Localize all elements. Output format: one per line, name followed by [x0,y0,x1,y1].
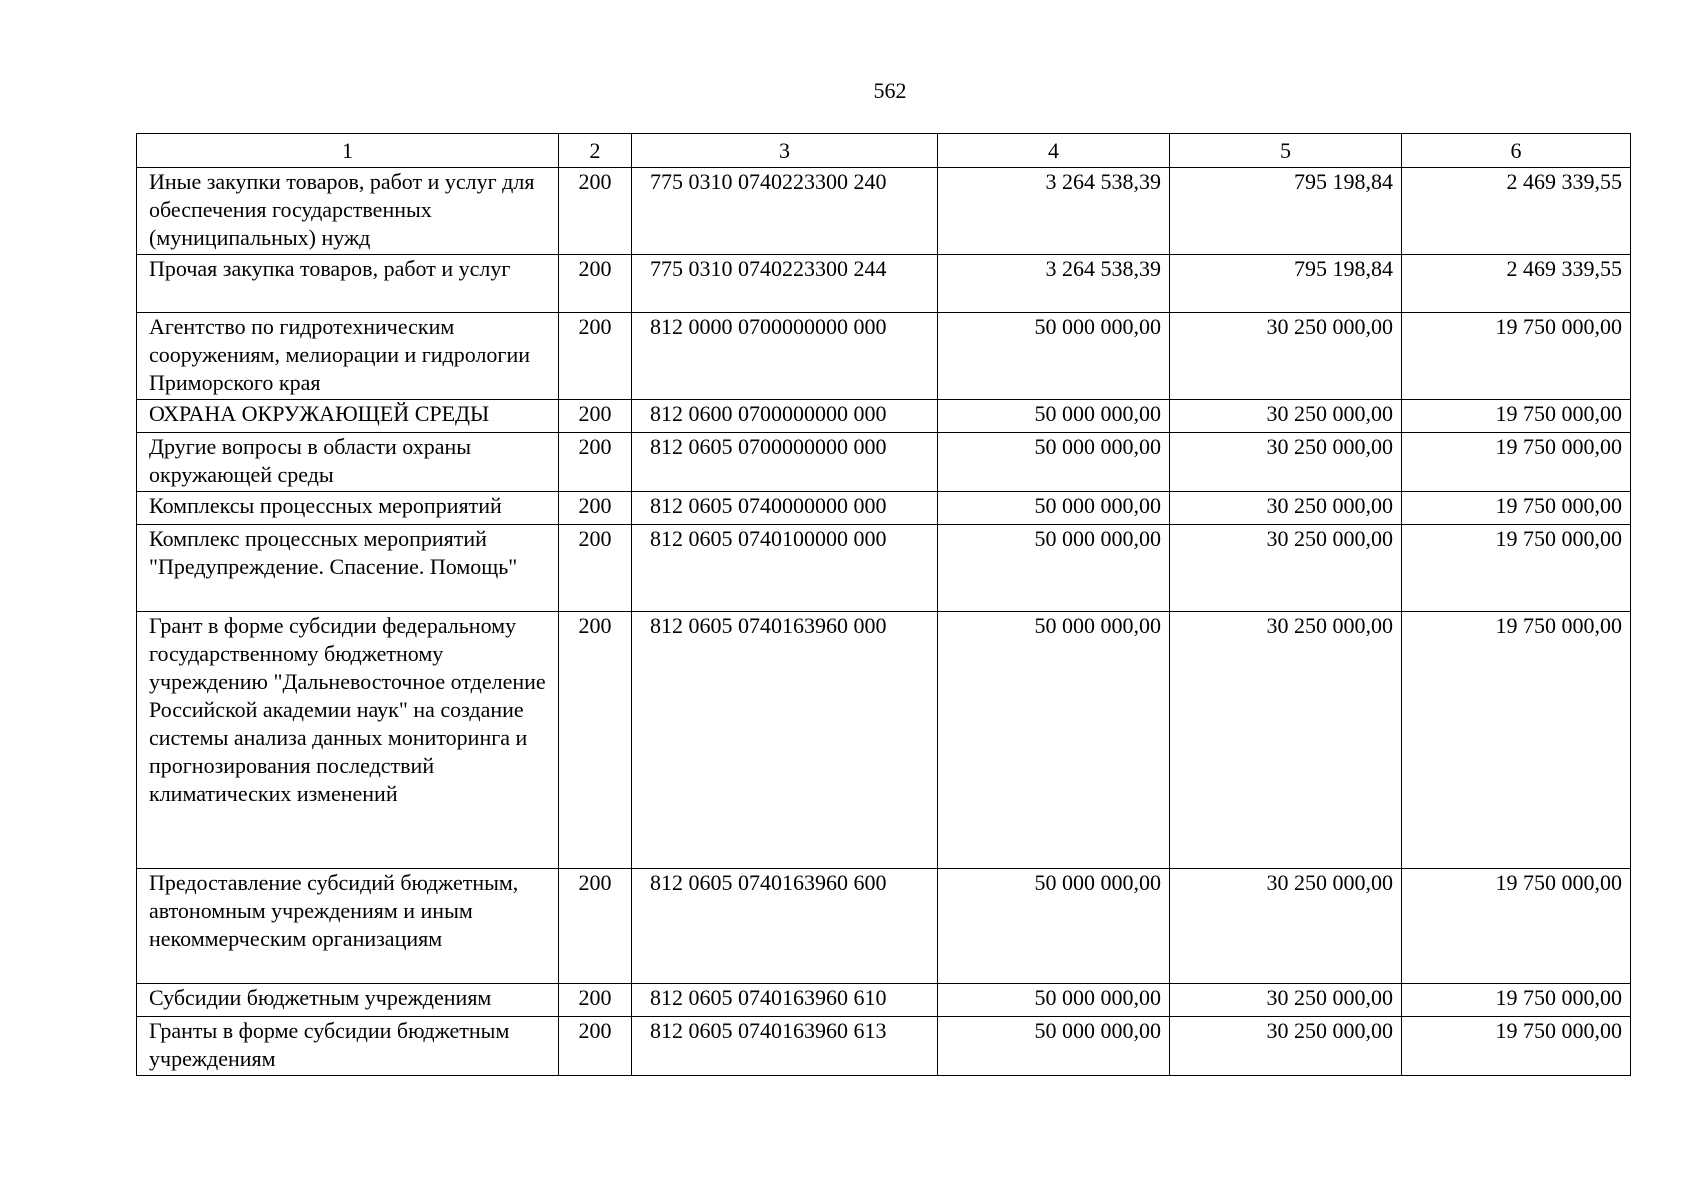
row-col2: 200 [559,984,632,1017]
row-code: 812 0605 0740163960 610 [632,984,938,1017]
row-name: Гранты в форме субсидии бюджетным учреждениям [137,1017,559,1076]
row-value-6: 19 750 000,00 [1402,869,1631,984]
row-code: 812 0605 0740163960 000 [632,612,938,869]
row-value-5: 795 198,84 [1170,168,1402,255]
budget-table-container [136,133,1631,1076]
column-header-1: 1 [137,134,559,168]
row-name: Грант в форме субсидии федеральному государственному бюджетному учреждению "Дальневосточное отделение Российской академии наук" на создание системы анализа данных мониторинга и прогнозирования последствий климатических изменений [137,612,559,869]
row-name: Субсидии бюджетным учреждениям [137,984,559,1017]
row-value-6: 19 750 000,00 [1402,400,1631,433]
row-value-4: 50 000 000,00 [938,869,1170,984]
row-value-5: 30 250 000,00 [1170,492,1402,525]
row-value-4: 3 264 538,39 [938,255,1170,313]
row-value-5: 30 250 000,00 [1170,1017,1402,1076]
row-value-5: 30 250 000,00 [1170,313,1402,400]
table-row [137,492,1631,525]
row-col2: 200 [559,1017,632,1076]
row-value-6: 19 750 000,00 [1402,1017,1631,1076]
row-value-6: 19 750 000,00 [1402,492,1631,525]
row-code: 812 0600 0700000000 000 [632,400,938,433]
table-row [137,612,1631,869]
row-name: Иные закупки товаров, работ и услуг для обеспечения государственных (муниципальных) нужд [137,168,559,255]
table-row [137,1017,1631,1076]
row-col2: 200 [559,492,632,525]
row-value-4: 50 000 000,00 [938,612,1170,869]
column-header-4: 4 [938,134,1170,168]
row-value-5: 30 250 000,00 [1170,433,1402,492]
row-col2: 200 [559,525,632,612]
table-row [137,400,1631,433]
row-value-5: 30 250 000,00 [1170,984,1402,1017]
row-value-6: 19 750 000,00 [1402,433,1631,492]
table-row [137,869,1631,984]
row-name: Предоставление субсидий бюджетным, автономным учреждениям и иным некоммерческим организациям [137,869,559,984]
row-code: 812 0605 0740163960 613 [632,1017,938,1076]
row-value-4: 50 000 000,00 [938,313,1170,400]
column-header-5: 5 [1170,134,1402,168]
row-code: 775 0310 0740223300 244 [632,255,938,313]
row-value-6: 19 750 000,00 [1402,525,1631,612]
row-col2: 200 [559,168,632,255]
row-col2: 200 [559,433,632,492]
row-code: 812 0605 0740000000 000 [632,492,938,525]
row-name: ОХРАНА ОКРУЖАЮЩЕЙ СРЕДЫ [137,400,559,433]
row-value-5: 30 250 000,00 [1170,400,1402,433]
row-value-4: 50 000 000,00 [938,984,1170,1017]
row-code: 775 0310 0740223300 240 [632,168,938,255]
row-value-5: 30 250 000,00 [1170,869,1402,984]
row-value-4: 50 000 000,00 [938,492,1170,525]
row-value-6: 2 469 339,55 [1402,255,1631,313]
row-value-5: 30 250 000,00 [1170,612,1402,869]
row-value-4: 50 000 000,00 [938,1017,1170,1076]
row-name: Прочая закупка товаров, работ и услуг [137,255,559,313]
row-col2: 200 [559,313,632,400]
table-row [137,255,1631,313]
row-value-4: 50 000 000,00 [938,433,1170,492]
header-row [137,134,1631,168]
row-value-6: 19 750 000,00 [1402,984,1631,1017]
row-value-5: 30 250 000,00 [1170,525,1402,612]
row-code: 812 0605 0700000000 000 [632,433,938,492]
row-value-6: 19 750 000,00 [1402,313,1631,400]
table-row [137,168,1631,255]
row-name: Другие вопросы в области охраны окружающей среды [137,433,559,492]
table-row [137,433,1631,492]
row-col2: 200 [559,869,632,984]
budget-table [136,133,1631,1076]
page-number: 562 [873,78,907,103]
table-row [137,525,1631,612]
column-header-2: 2 [559,134,632,168]
column-header-3: 3 [632,134,938,168]
row-code: 812 0605 0740100000 000 [632,525,938,612]
row-col2: 200 [559,400,632,433]
row-value-5: 795 198,84 [1170,255,1402,313]
row-name: Комплекс процессных мероприятий "Предупреждение. Спасение. Помощь" [137,525,559,612]
row-value-6: 19 750 000,00 [1402,612,1631,869]
row-code: 812 0000 0700000000 000 [632,313,938,400]
row-value-4: 3 264 538,39 [938,168,1170,255]
row-name: Агентство по гидротехническим сооружениям, мелиорации и гидрологии Приморского края [137,313,559,400]
row-name: Комплексы процессных мероприятий [137,492,559,525]
row-col2: 200 [559,255,632,313]
column-header-6: 6 [1402,134,1631,168]
row-col2: 200 [559,612,632,869]
row-value-6: 2 469 339,55 [1402,168,1631,255]
table-row [137,984,1631,1017]
row-value-4: 50 000 000,00 [938,525,1170,612]
row-value-4: 50 000 000,00 [938,400,1170,433]
row-code: 812 0605 0740163960 600 [632,869,938,984]
table-row [137,313,1631,400]
